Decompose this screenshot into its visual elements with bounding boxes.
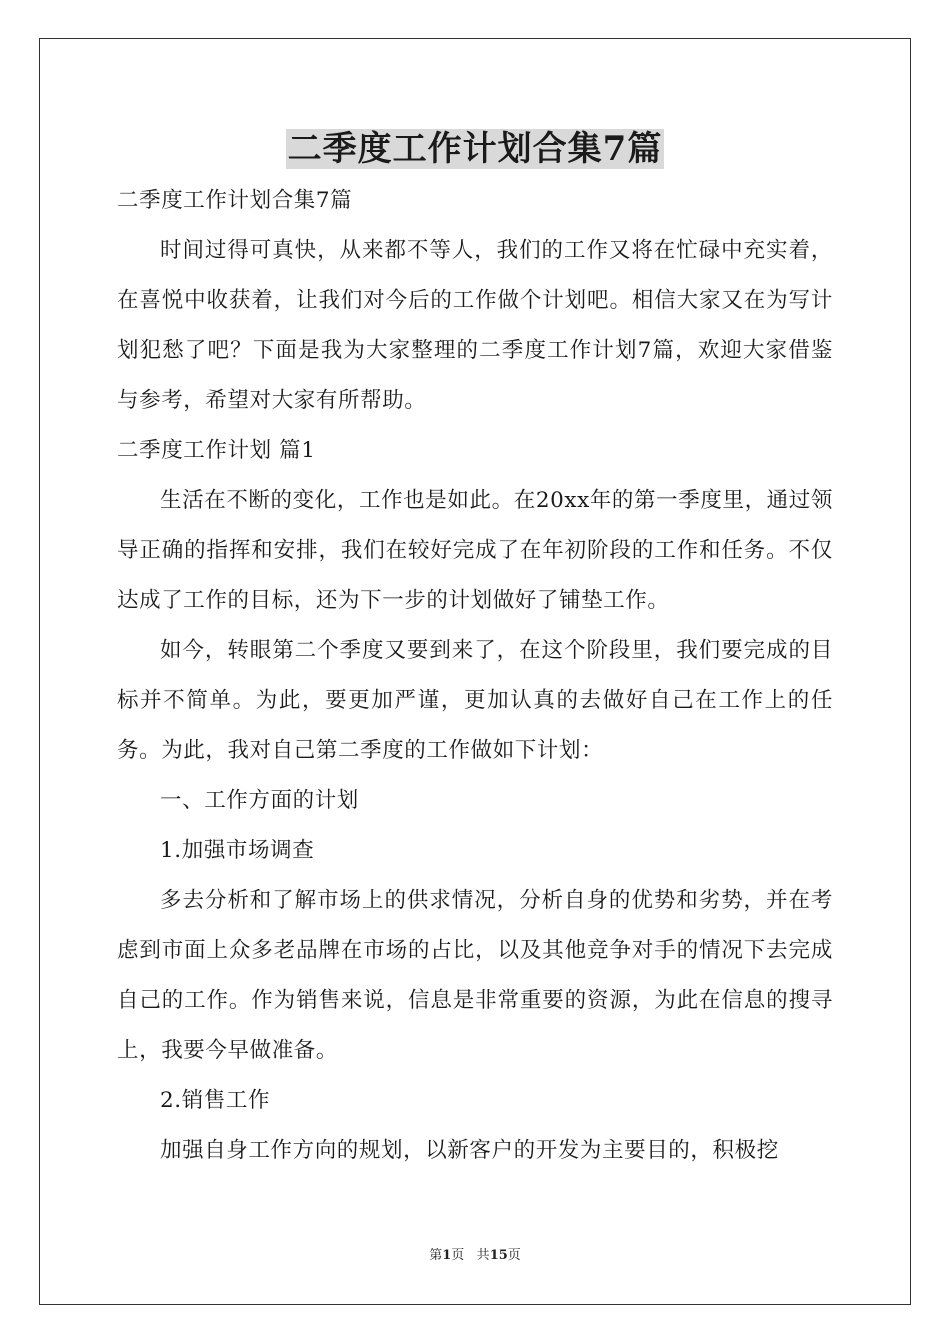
footer-total-unit: 页 — [507, 1248, 521, 1263]
footer-total-pages: 15 — [489, 1248, 508, 1263]
footer-current-page: 1 — [442, 1248, 452, 1263]
paragraph: 如今，转眼第二个季度又要到来了，在这个阶段里，我们要完成的目标并不简单。为此，要更加严谨，更加认真的去做好自己在工作上的任务。为此，我对自己第二季度的工作做如下计划： — [117, 638, 833, 763]
paragraph: 1.加强市场调查 — [160, 838, 315, 863]
footer-total-prefix: 共 — [476, 1248, 490, 1263]
paragraph: 生活在不断的变化，工作也是如此。在20xx年的第一季度里，通过领导正确的指挥和安排，我们在较好完成了在年初阶段的工作和任务。不仅达成了工作的目标，还为下一步的计划做好了铺垫工作。 — [117, 488, 833, 613]
document-body — [117, 176, 833, 1176]
paragraph: 时间过得可真快，从来都不等人，我们的工作又将在忙碌中充实着，在喜悦中收获着，让我们对今后的工作做个计划吧。相信大家又在为写计划犯愁了吧？下面是我为大家整理的二季度工作计划7篇，欢迎大家借鉴与参考，希望对大家有所帮助。 — [117, 238, 833, 413]
document-title — [0, 124, 950, 174]
page-footer — [0, 1247, 950, 1265]
paragraph: 一、工作方面的计划 — [160, 788, 359, 813]
footer-page-unit: 页 — [451, 1248, 465, 1263]
paragraph: 二季度工作计划合集7篇 — [117, 188, 353, 213]
paragraph: 2.销售工作 — [160, 1088, 271, 1113]
document-title-text: 二季度工作计划合集7篇 — [287, 129, 663, 169]
paragraph: 二季度工作计划 篇1 — [117, 438, 316, 463]
paragraph: 多去分析和了解市场上的供求情况，分析自身的优势和劣势，并在考虑到市面上众多老品牌在市场的占比，以及其他竞争对手的情况下去完成自己的工作。作为销售来说，信息是非常重要的资源，为此在信息的搜寻上，我要今早做准备。 — [117, 888, 833, 1063]
footer-prefix: 第 — [429, 1248, 443, 1263]
paragraph: 加强自身工作方向的规划，以新客户的开发为主要目的，积极挖 — [160, 1138, 779, 1163]
